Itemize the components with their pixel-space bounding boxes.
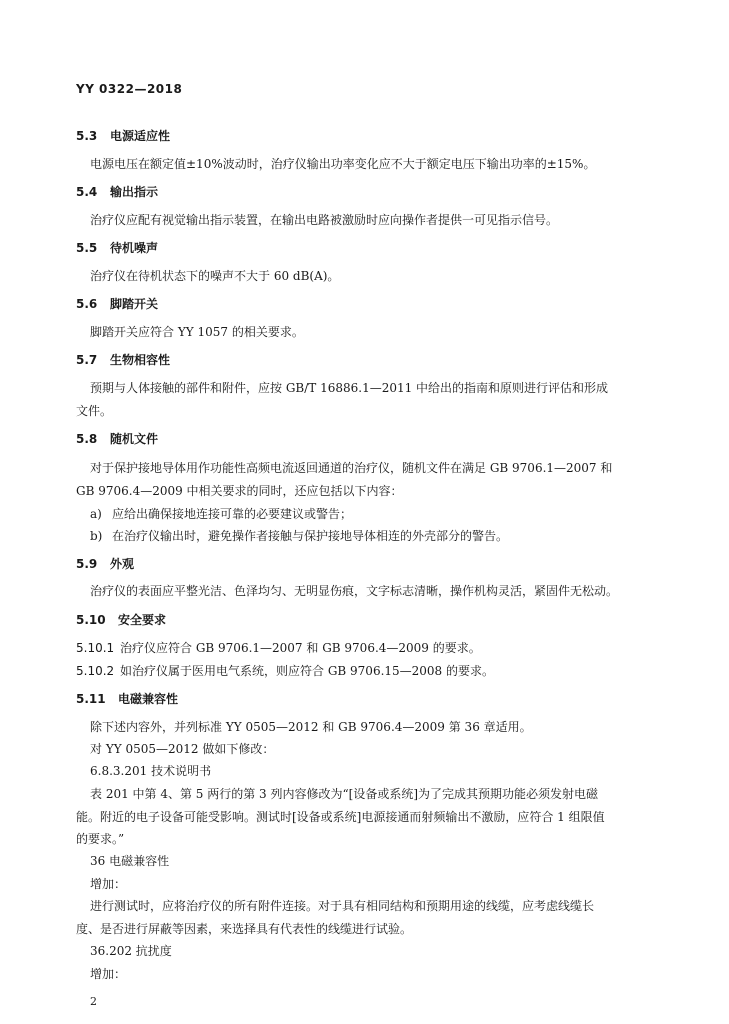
clause-text: 治疗仪应符合 GB 9706.1—2007 和 GB 9706.4—2009 的要求。 bbox=[120, 641, 481, 655]
section-number: 5.6 bbox=[76, 297, 98, 311]
list-item-text: 应给出确保接地连接可靠的必要建议或警告； bbox=[112, 507, 353, 521]
paragraph: 增加： bbox=[90, 877, 127, 891]
section-heading-5-5 bbox=[76, 240, 158, 256]
paragraph: 对 YY 0505—2012 做如下修改： bbox=[90, 742, 275, 756]
clause-number: 5.10.2 bbox=[76, 664, 115, 678]
section-title: 随机文件 bbox=[110, 432, 159, 446]
paragraph-continuation: GB 9706.4—2009 中相关要求的同时，还应包括以下内容： bbox=[76, 484, 403, 498]
paragraph: 对于保护接地导体用作功能性高频电流返回通道的治疗仪，随机文件在满足 GB 9706.1—2007 和 bbox=[90, 461, 613, 475]
paragraph: 预期与人体接触的部件和附件，应按 GB/T 16886.1—2011 中给出的指南和原则进行评估和形成 bbox=[90, 381, 609, 395]
paragraph-continuation: 的要求。” bbox=[76, 832, 125, 846]
paragraph: 治疗仪在待机状态下的噪声不大于 60 dB(A)。 bbox=[90, 269, 340, 283]
list-marker: b) bbox=[90, 529, 103, 543]
section-heading-5-4 bbox=[76, 184, 158, 200]
section-heading-5-9 bbox=[76, 556, 134, 572]
section-heading-5-3 bbox=[76, 128, 170, 144]
section-title: 脚踏开关 bbox=[110, 297, 159, 311]
paragraph: 除下述内容外，并列标准 YY 0505—2012 和 GB 9706.4—2009 第 36 章适用。 bbox=[90, 720, 532, 734]
section-number: 5.7 bbox=[76, 353, 98, 367]
section-number: 5.4 bbox=[76, 185, 98, 199]
paragraph: 治疗仪的表面应平整光洁、色泽均匀、无明显伤痕，文字标志清晰，操作机构灵活，紧固件无松动。 bbox=[90, 584, 619, 598]
section-heading-5-6 bbox=[76, 296, 158, 312]
section-number: 5.9 bbox=[76, 557, 98, 571]
clause-text: 如治疗仪属于医用电气系统，则应符合 GB 9706.15—2008 的要求。 bbox=[120, 664, 495, 678]
section-title: 外观 bbox=[110, 557, 135, 571]
section-title: 待机噪声 bbox=[110, 241, 159, 255]
list-item bbox=[90, 506, 352, 522]
section-number: 5.10 bbox=[76, 613, 106, 627]
clause-5-10-2 bbox=[76, 663, 494, 679]
section-title: 电源适应性 bbox=[110, 129, 171, 143]
paragraph-continuation: 度、是否进行屏蔽等因素，来选择具有代表性的线缆进行试验。 bbox=[76, 922, 413, 936]
paragraph-continuation: 文件。 bbox=[76, 404, 113, 418]
section-title: 电磁兼容性 bbox=[118, 692, 179, 706]
clause-5-10-1 bbox=[76, 640, 481, 656]
section-number: 5.8 bbox=[76, 432, 98, 446]
section-heading-5-11 bbox=[76, 691, 178, 707]
paragraph: 治疗仪应配有视觉输出指示装置，在输出电路被激励时应向操作者提供一可见指示信号。 bbox=[90, 213, 559, 227]
standard-number: YY 0322—2018 bbox=[76, 82, 183, 96]
section-title: 生物相容性 bbox=[110, 353, 171, 367]
list-marker: a) bbox=[90, 507, 102, 521]
clause-number: 5.10.1 bbox=[76, 641, 115, 655]
section-title: 安全要求 bbox=[118, 613, 167, 627]
section-title: 输出指示 bbox=[110, 185, 159, 199]
section-number: 5.5 bbox=[76, 241, 98, 255]
paragraph: 进行测试时，应将治疗仪的所有附件连接。对于具有相同结构和预期用途的线缆，应考虑线缆长 bbox=[90, 899, 595, 913]
paragraph: 36.202 抗扰度 bbox=[90, 944, 172, 958]
section-heading-5-10 bbox=[76, 612, 166, 628]
paragraph: 脚踏开关应符合 YY 1057 的相关要求。 bbox=[90, 325, 304, 339]
paragraph-continuation: 能。附近的电子设备可能受影响。测试时[设备或系统]电源接通而射频输出不激励，应符合 1 组限值 bbox=[76, 810, 605, 824]
section-number: 5.3 bbox=[76, 129, 98, 143]
section-heading-5-7 bbox=[76, 352, 170, 368]
page-number: 2 bbox=[90, 995, 97, 1008]
list-item-text: 在治疗仪输出时，避免操作者接触与保护接地导体相连的外壳部分的警告。 bbox=[112, 529, 509, 543]
paragraph: 增加： bbox=[90, 967, 127, 981]
paragraph: 表 201 中第 4、第 5 两行的第 3 列内容修改为“[设备或系统]为了完成其预期功能必须发射电磁 bbox=[90, 787, 599, 801]
list-item bbox=[90, 528, 508, 544]
paragraph: 6.8.3.201 技术说明书 bbox=[90, 764, 212, 778]
paragraph: 36 电磁兼容性 bbox=[90, 854, 170, 868]
section-number: 5.11 bbox=[76, 692, 106, 706]
paragraph: 电源电压在额定值±10%波动时，治疗仪输出功率变化应不大于额定电压下输出功率的±15%。 bbox=[90, 157, 596, 171]
section-heading-5-8 bbox=[76, 431, 158, 447]
